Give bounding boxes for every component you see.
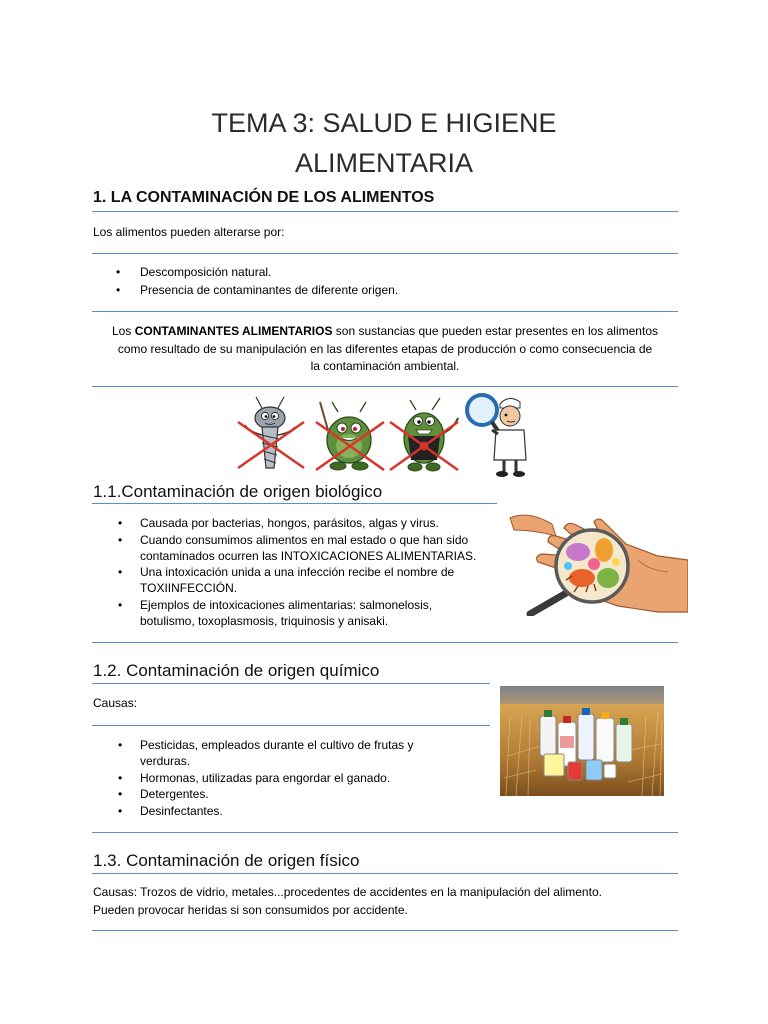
- list-item: Causada por bacterias, hongos, parásitos, algas y virus.: [140, 516, 439, 530]
- section-divider: [92, 503, 497, 504]
- section-1-3-text-line: Pueden provocar heridas si son consumidos por accidente.: [93, 903, 408, 917]
- section-divider: [92, 253, 678, 254]
- list-item: Hormonas, utilizadas para engordar el ganado.: [140, 771, 391, 785]
- list-item: Detergentes.: [140, 787, 209, 801]
- section-1-3-text-line: Causas: Trozos de vidrio, metales...procedentes de accidentes en la manipulación del alimento.: [93, 885, 602, 899]
- page-title-line-2: ALIMENTARIA: [294, 148, 474, 178]
- inspector-figure: [467, 395, 526, 477]
- list-item-continuation: botulismo, toxoplasmosis, triquinosis y anisaki.: [140, 614, 389, 628]
- section-divider: [92, 386, 678, 387]
- paragraph-text: son sustancias que pueden estar presentes en los alimentos: [332, 324, 658, 338]
- paragraph-bold-term: CONTAMINANTES ALIMENTARIOS: [134, 324, 333, 338]
- section-1-2-intro: Causas:: [93, 696, 138, 710]
- bullet-icon: •: [118, 738, 123, 752]
- shirt-germ-figure: [404, 398, 458, 471]
- bullet-icon: •: [118, 771, 123, 785]
- pesticide-bottles-field-image: [500, 686, 664, 796]
- section-divider: [92, 642, 678, 643]
- list-item: Pesticidas, empleados durante el cultivo de frutas y: [140, 738, 414, 752]
- section-1-1-heading: 1.1.Contaminación de origen biológico: [93, 482, 383, 501]
- list-item: Descomposición natural.: [140, 265, 272, 279]
- section-divider: [92, 832, 678, 833]
- bullet-icon: •: [118, 598, 123, 612]
- list-item: Ejemplos de intoxicaciones alimentarias: salmonelosis,: [140, 598, 433, 612]
- page-title-line-1: TEMA 3: SALUD E HIGIENE: [211, 108, 557, 138]
- list-item-continuation: verduras.: [140, 754, 191, 768]
- list-item: Presencia de contaminantes de diferente origen.: [140, 283, 399, 297]
- section-divider: [92, 873, 678, 874]
- hand-magnifier-microbes-image: [508, 500, 688, 616]
- section-divider: [92, 930, 678, 931]
- list-item: Desinfectantes.: [140, 804, 223, 818]
- paragraph-line: [92, 323, 678, 339]
- paragraph-text: Los: [112, 324, 135, 338]
- section-divider: [92, 725, 490, 726]
- bullet-icon: •: [118, 804, 123, 818]
- list-item-continuation: contaminados ocurren las INTOXICACIONES ALIMENTARIAS.: [140, 549, 477, 563]
- section-divider: [92, 683, 490, 684]
- section-divider: [92, 311, 678, 312]
- bullet-icon: •: [118, 516, 123, 530]
- bullet-icon: •: [116, 283, 121, 297]
- paragraph-line: como resultado de su manipulación en las diferentes etapas de producción o como consecuencia de: [117, 342, 653, 356]
- bullet-icon: •: [118, 533, 123, 547]
- list-item: Una intoxicación unida a una infección recibe el nombre de: [140, 565, 455, 579]
- bullet-icon: •: [118, 565, 123, 579]
- section-1-intro: Los alimentos pueden alterarse por:: [93, 225, 285, 239]
- bullet-icon: •: [118, 787, 123, 801]
- bullet-icon: •: [116, 265, 121, 279]
- section-divider: [92, 211, 678, 212]
- section-1-3-heading: 1.3. Contaminación de origen físico: [93, 851, 360, 870]
- germ-cartoons-image: [232, 388, 537, 478]
- section-1-2-heading: 1.2. Contaminación de origen químico: [93, 661, 380, 680]
- list-item-continuation: TOXIINFECCIÓN.: [140, 581, 238, 595]
- list-item: Cuando consumimos alimentos en mal estado o que han sido: [140, 533, 469, 547]
- section-1-heading: 1. LA CONTAMINACIÓN DE LOS ALIMENTOS: [93, 189, 435, 206]
- paragraph-line: la contaminación ambiental.: [310, 359, 460, 373]
